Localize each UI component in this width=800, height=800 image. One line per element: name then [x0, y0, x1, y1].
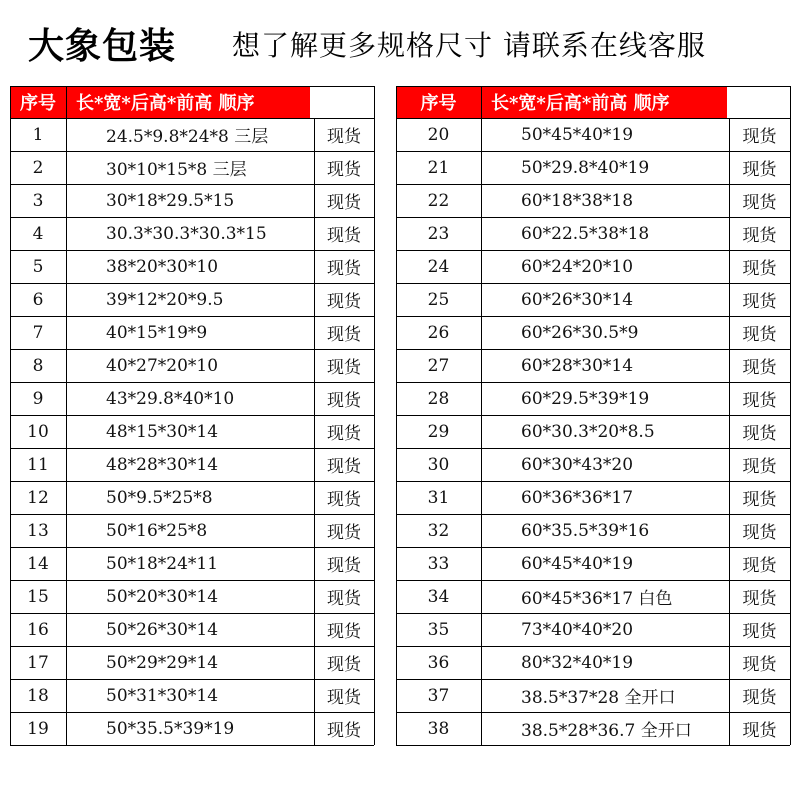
size-spec: 40*15*19*9 — [106, 322, 208, 343]
size-spec: 60*24*20*10 — [521, 256, 634, 277]
grid-hline — [10, 217, 374, 218]
grid-hline — [396, 217, 790, 218]
row-number: 33 — [427, 553, 450, 574]
stock-status: 现货 — [327, 292, 361, 312]
stock-status: 现货 — [327, 226, 361, 246]
stock-status: 现货 — [327, 655, 361, 675]
grid-hline — [396, 646, 790, 647]
row-number: 24 — [427, 256, 450, 277]
grid-hline — [10, 712, 374, 713]
column-header-size: 长*宽*后高*前高 顺序 — [481, 86, 727, 118]
size-spec: 50*29.8*40*19 — [521, 157, 650, 178]
size-spec: 50*18*24*11 — [106, 553, 219, 574]
grid-hline-top — [10, 86, 374, 87]
size-spec: 60*28*30*14 — [521, 355, 634, 376]
row-number: 20 — [427, 124, 450, 145]
grid-hline — [396, 448, 790, 449]
row-number: 10 — [27, 421, 49, 442]
grid-hline — [10, 184, 374, 185]
grid-hline — [396, 745, 790, 746]
size-spec: 80*32*40*19 — [521, 652, 634, 673]
stock-status: 现货 — [742, 226, 777, 246]
grid-hline — [396, 481, 790, 482]
stock-status: 现货 — [742, 688, 777, 708]
row-number: 2 — [32, 157, 44, 178]
row-number: 14 — [27, 553, 49, 574]
grid-hline-top — [396, 86, 790, 87]
row-number: 1 — [32, 124, 44, 145]
size-spec: 73*40*40*20 — [521, 619, 634, 640]
size-spec: 48*28*30*14 — [106, 454, 219, 475]
grid-hline — [10, 382, 374, 383]
grid-hline — [396, 118, 790, 119]
row-number: 27 — [427, 355, 450, 376]
grid-hline — [396, 349, 790, 350]
stock-status: 现货 — [742, 325, 777, 345]
size-spec: 40*27*20*10 — [106, 355, 219, 376]
size-spec: 60*45*36*17 白色 — [521, 589, 673, 609]
grid-hline — [396, 514, 790, 515]
page-header — [0, 0, 800, 88]
grid-hline — [10, 481, 374, 482]
size-spec: 60*26*30.5*9 — [521, 322, 639, 343]
stock-status: 现货 — [742, 622, 777, 642]
column-header-no: 序号 — [396, 86, 481, 118]
stock-status: 现货 — [327, 523, 361, 543]
size-spec: 30*10*15*8 三层 — [106, 160, 247, 180]
stock-status: 现货 — [742, 193, 777, 213]
size-spec: 50*29*29*14 — [106, 652, 219, 673]
size-spec: 30.3*30.3*30.3*15 — [106, 223, 267, 244]
grid-hline — [10, 316, 374, 317]
grid-vline — [790, 86, 791, 745]
stock-status: 现货 — [742, 259, 777, 279]
row-number: 30 — [427, 454, 450, 475]
size-table — [0, 86, 800, 756]
stock-status: 现货 — [327, 358, 361, 378]
grid-hline — [396, 250, 790, 251]
row-number: 13 — [27, 520, 49, 541]
stock-status: 现货 — [742, 457, 777, 477]
row-number: 8 — [32, 355, 44, 376]
stock-status: 现货 — [327, 556, 361, 576]
brand-name: 大象包装 — [28, 26, 177, 67]
grid-hline — [396, 151, 790, 152]
size-spec: 60*22.5*38*18 — [521, 223, 650, 244]
stock-status: 现货 — [327, 721, 361, 741]
row-number: 11 — [27, 454, 49, 475]
row-number: 16 — [27, 619, 49, 640]
row-number: 37 — [427, 685, 450, 706]
stock-status: 现货 — [327, 688, 361, 708]
row-number: 38 — [427, 718, 450, 739]
row-number: 19 — [27, 718, 49, 739]
grid-hline — [10, 547, 374, 548]
row-number: 22 — [427, 190, 450, 211]
grid-hline — [396, 316, 790, 317]
stock-status: 现货 — [327, 160, 361, 180]
row-number: 34 — [427, 586, 450, 607]
row-number: 3 — [32, 190, 44, 211]
grid-hline — [10, 283, 374, 284]
size-spec: 60*26*30*14 — [521, 289, 634, 310]
size-spec: 50*31*30*14 — [106, 685, 219, 706]
row-number: 25 — [427, 289, 450, 310]
stock-status: 现货 — [742, 589, 777, 609]
stock-status: 现货 — [742, 490, 777, 510]
grid-hline — [396, 382, 790, 383]
size-spec: 24.5*9.8*24*8 三层 — [106, 127, 269, 147]
row-number: 18 — [27, 685, 49, 706]
row-number: 15 — [27, 586, 49, 607]
size-spec: 38.5*28*36.7 全开口 — [521, 721, 692, 741]
grid-hline — [396, 613, 790, 614]
grid-hline — [396, 184, 790, 185]
row-number: 5 — [32, 256, 44, 277]
size-spec: 39*12*20*9.5 — [106, 289, 224, 310]
grid-hline — [10, 448, 374, 449]
row-number: 6 — [32, 289, 44, 310]
stock-status: 现货 — [327, 589, 361, 609]
size-spec: 50*26*30*14 — [106, 619, 219, 640]
stock-status: 现货 — [742, 127, 777, 147]
size-spec: 50*9.5*25*8 — [106, 487, 213, 508]
stock-status: 现货 — [327, 127, 361, 147]
size-spec: 60*45*40*19 — [521, 553, 634, 574]
stock-status: 现货 — [742, 391, 777, 411]
grid-hline — [10, 580, 374, 581]
row-number: 17 — [27, 652, 49, 673]
size-spec: 38*20*30*10 — [106, 256, 219, 277]
size-spec: 50*20*30*14 — [106, 586, 219, 607]
row-number: 23 — [427, 223, 450, 244]
size-spec: 60*29.5*39*19 — [521, 388, 650, 409]
size-spec: 60*30.3*20*8.5 — [521, 421, 655, 442]
stock-status: 现货 — [327, 457, 361, 477]
size-spec: 48*15*30*14 — [106, 421, 219, 442]
grid-vline — [374, 86, 375, 745]
stock-status: 现货 — [742, 556, 777, 576]
size-spec: 60*36*36*17 — [521, 487, 634, 508]
row-number: 31 — [427, 487, 450, 508]
stock-status: 现货 — [742, 358, 777, 378]
size-spec: 38.5*37*28 全开口 — [521, 688, 676, 708]
grid-hline — [396, 712, 790, 713]
stock-status: 现货 — [327, 391, 361, 411]
stock-status: 现货 — [327, 259, 361, 279]
size-spec: 60*18*38*18 — [521, 190, 634, 211]
size-spec: 50*45*40*19 — [521, 124, 634, 145]
size-spec: 50*35.5*39*19 — [106, 718, 235, 739]
grid-hline — [10, 679, 374, 680]
stock-status: 现货 — [742, 424, 777, 444]
row-number: 21 — [427, 157, 450, 178]
stock-status: 现货 — [327, 325, 361, 345]
stock-status: 现货 — [327, 622, 361, 642]
size-spec: 60*35.5*39*16 — [521, 520, 650, 541]
grid-hline — [10, 250, 374, 251]
row-number: 36 — [427, 652, 450, 673]
stock-status: 现货 — [742, 292, 777, 312]
stock-status: 现货 — [742, 523, 777, 543]
row-number: 35 — [427, 619, 450, 640]
row-number: 28 — [427, 388, 450, 409]
stock-status: 现货 — [742, 655, 777, 675]
size-spec: 50*16*25*8 — [106, 520, 208, 541]
size-spec: 60*30*43*20 — [521, 454, 634, 475]
grid-vline — [314, 118, 315, 745]
stock-status: 现货 — [327, 193, 361, 213]
contact-tagline: 想了解更多规格尺寸 请联系在线客服 — [232, 29, 706, 62]
row-number: 9 — [32, 388, 44, 409]
row-number: 26 — [427, 322, 450, 343]
grid-hline — [10, 118, 374, 119]
grid-hline — [396, 679, 790, 680]
stock-status: 现货 — [742, 721, 777, 741]
stock-status: 现货 — [327, 424, 361, 444]
grid-hline — [396, 580, 790, 581]
row-number: 7 — [32, 322, 44, 343]
column-header-size: 长*宽*后高*前高 顺序 — [66, 86, 310, 118]
grid-hline — [10, 646, 374, 647]
grid-hline — [10, 514, 374, 515]
grid-hline — [10, 745, 374, 746]
row-number: 32 — [427, 520, 450, 541]
grid-hline — [396, 283, 790, 284]
grid-hline — [10, 349, 374, 350]
grid-hline — [396, 415, 790, 416]
row-number: 12 — [27, 487, 49, 508]
column-header-no: 序号 — [10, 86, 66, 118]
stock-status: 现货 — [327, 490, 361, 510]
row-number: 29 — [427, 421, 450, 442]
size-spec: 30*18*29.5*15 — [106, 190, 235, 211]
stock-status: 现货 — [742, 160, 777, 180]
size-spec: 43*29.8*40*10 — [106, 388, 235, 409]
grid-hline — [396, 547, 790, 548]
grid-hline — [10, 415, 374, 416]
grid-hline — [10, 613, 374, 614]
grid-vline — [729, 118, 730, 745]
grid-hline — [10, 151, 374, 152]
row-number: 4 — [32, 223, 44, 244]
